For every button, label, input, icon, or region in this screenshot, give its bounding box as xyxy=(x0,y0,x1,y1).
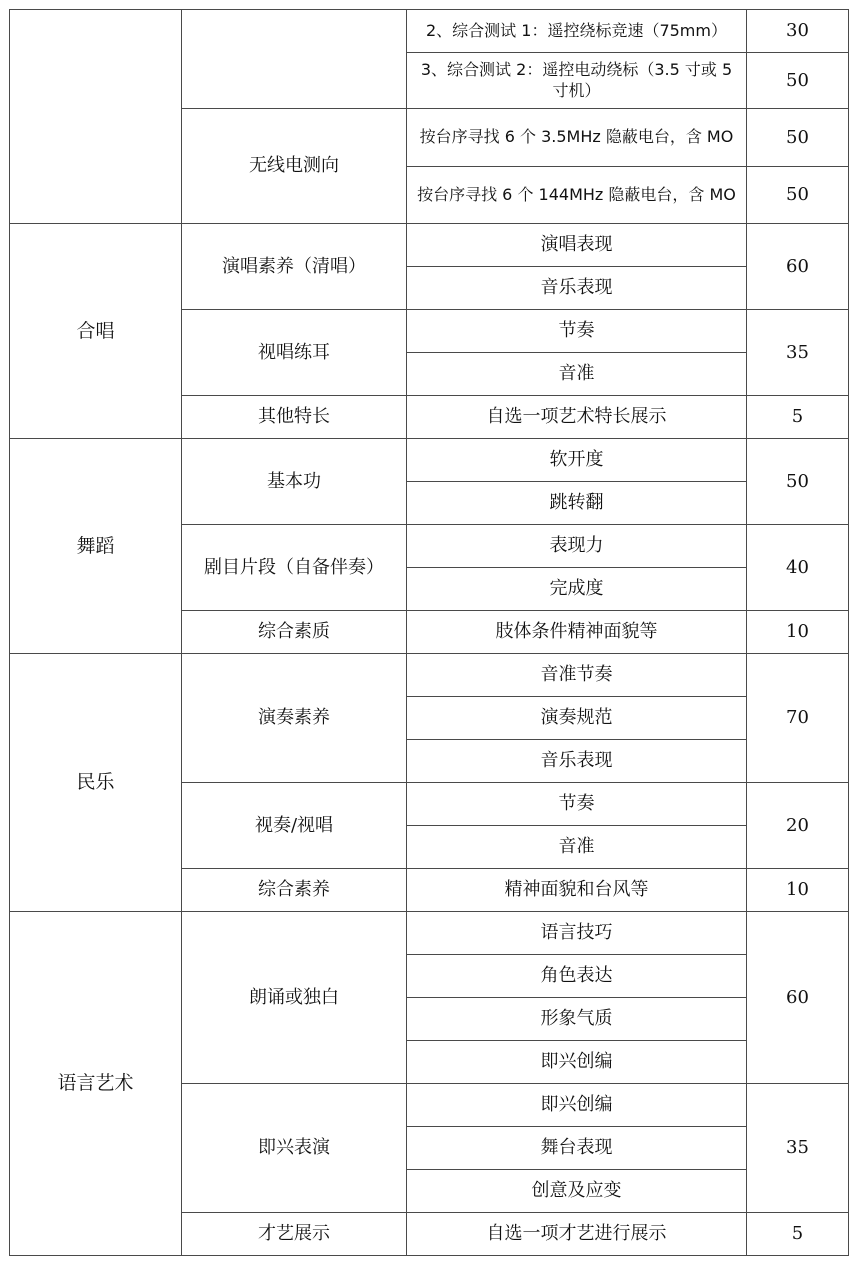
criterion-cell: 音乐表现 xyxy=(407,267,747,310)
item-cell: 朗诵或独白 xyxy=(182,912,407,1084)
score-cell: 5 xyxy=(747,1213,849,1256)
score-cell: 10 xyxy=(747,869,849,912)
item-cell: 即兴表演 xyxy=(182,1084,407,1213)
item-cell: 演唱素养（清唱） xyxy=(182,224,407,310)
criterion-cell: 形象气质 xyxy=(407,998,747,1041)
item-cell: 视奏/视唱 xyxy=(182,783,407,869)
score-cell: 20 xyxy=(747,783,849,869)
score-cell: 10 xyxy=(747,611,849,654)
criterion-cell: 节奏 xyxy=(407,783,747,826)
item-cell: 综合素养 xyxy=(182,869,407,912)
criterion-cell: 自选一项才艺进行展示 xyxy=(407,1213,747,1256)
item-cell: 剧目片段（自备伴奏） xyxy=(182,525,407,611)
item-cell: 视唱练耳 xyxy=(182,310,407,396)
category-cell: 舞蹈 xyxy=(10,439,182,654)
criterion-cell: 音准 xyxy=(407,353,747,396)
item-cell: 无线电测向 xyxy=(182,109,407,224)
criterion-cell: 按台序寻找 6 个 3.5MHz 隐蔽电台，含 MO xyxy=(407,109,747,167)
score-cell: 35 xyxy=(747,310,849,396)
score-cell: 50 xyxy=(747,53,849,109)
criterion-cell: 肢体条件精神面貌等 xyxy=(407,611,747,654)
score-cell: 60 xyxy=(747,224,849,310)
criterion-cell: 演奏规范 xyxy=(407,697,747,740)
item-cell: 综合素质 xyxy=(182,611,407,654)
criterion-cell: 演唱表现 xyxy=(407,224,747,267)
category-cell: 合唱 xyxy=(10,224,182,439)
item-cell: 演奏素养 xyxy=(182,654,407,783)
score-cell: 50 xyxy=(747,109,849,167)
criterion-cell: 按台序寻找 6 个 144MHz 隐蔽电台，含 MO xyxy=(407,167,747,224)
criterion-cell: 舞台表现 xyxy=(407,1127,747,1170)
score-cell: 50 xyxy=(747,439,849,525)
criterion-cell: 精神面貌和台风等 xyxy=(407,869,747,912)
score-cell: 30 xyxy=(747,10,849,53)
item-cell-empty xyxy=(182,10,407,109)
criterion-cell: 音准节奏 xyxy=(407,654,747,697)
table-row xyxy=(10,912,849,955)
score-cell: 70 xyxy=(747,654,849,783)
table-row xyxy=(10,10,849,53)
table-row xyxy=(10,654,849,697)
score-cell: 50 xyxy=(747,167,849,224)
criterion-cell: 创意及应变 xyxy=(407,1170,747,1213)
criterion-cell: 2、综合测试 1：遥控绕标竞速（75mm） xyxy=(407,10,747,53)
criterion-cell: 节奏 xyxy=(407,310,747,353)
item-cell: 其他特长 xyxy=(182,396,407,439)
criterion-cell: 跳转翻 xyxy=(407,482,747,525)
table-row xyxy=(10,224,849,267)
item-cell: 才艺展示 xyxy=(182,1213,407,1256)
score-cell: 40 xyxy=(747,525,849,611)
score-cell: 35 xyxy=(747,1084,849,1213)
criterion-cell: 完成度 xyxy=(407,568,747,611)
category-cell: 民乐 xyxy=(10,654,182,912)
category-cell-empty xyxy=(10,10,182,224)
criterion-cell: 角色表达 xyxy=(407,955,747,998)
item-cell: 基本功 xyxy=(182,439,407,525)
category-cell: 语言艺术 xyxy=(10,912,182,1256)
criterion-cell: 自选一项艺术特长展示 xyxy=(407,396,747,439)
criterion-cell: 音乐表现 xyxy=(407,740,747,783)
score-cell: 5 xyxy=(747,396,849,439)
scoring-table xyxy=(9,9,849,1256)
score-cell: 60 xyxy=(747,912,849,1084)
criterion-cell: 3、综合测试 2：遥控电动绕标（3.5 寸或 5 寸机） xyxy=(407,53,747,109)
criterion-cell: 即兴创编 xyxy=(407,1041,747,1084)
table-row xyxy=(10,439,849,482)
criterion-cell: 软开度 xyxy=(407,439,747,482)
criterion-cell: 音准 xyxy=(407,826,747,869)
criterion-cell: 语言技巧 xyxy=(407,912,747,955)
criterion-cell: 即兴创编 xyxy=(407,1084,747,1127)
criterion-cell: 表现力 xyxy=(407,525,747,568)
